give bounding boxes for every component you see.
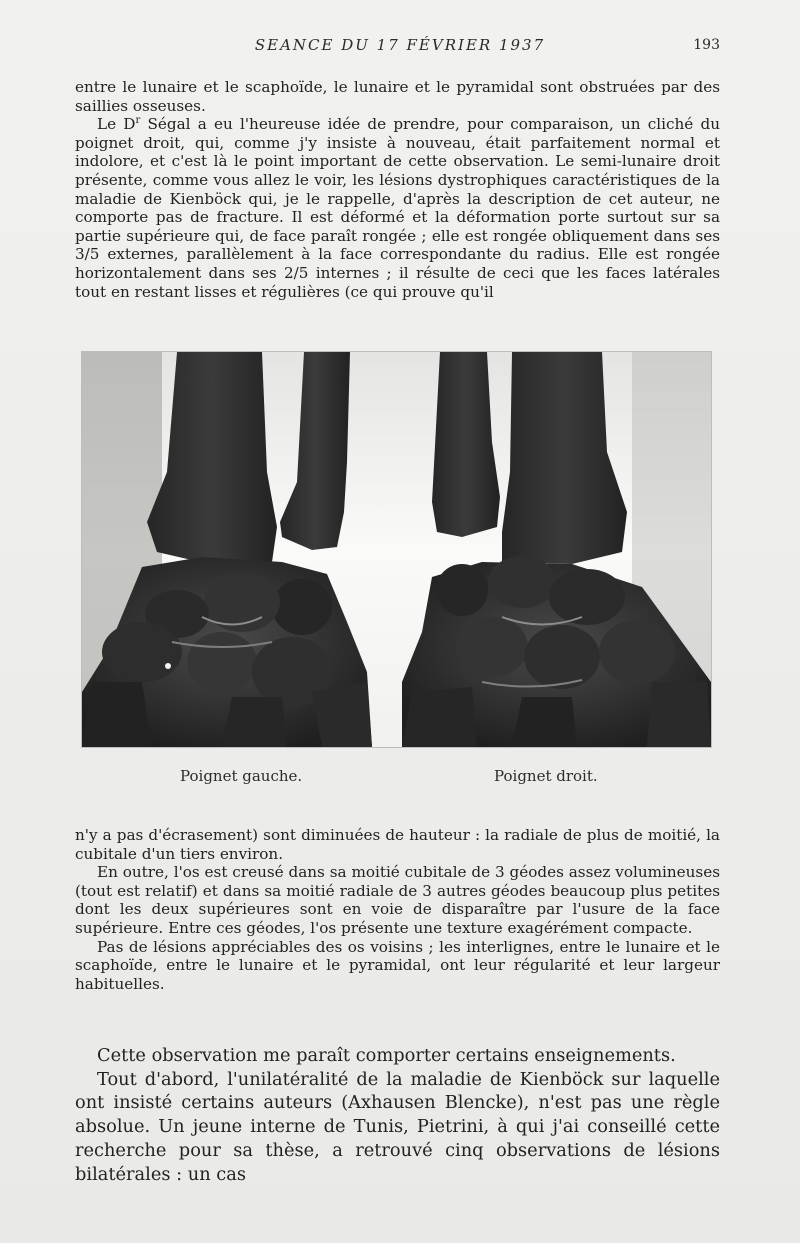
paragraph: Cette observation me paraît comporter certains enseignements. (97, 1045, 676, 1066)
page-number: 193 (693, 37, 720, 53)
text-run: Le D (97, 115, 136, 134)
paragraph: n'y a pas d'écrasement) sont diminuées de hauteur : la radiale de plus de moitié, la cubitale d'un tiers environ. (75, 826, 720, 863)
running-head (0, 36, 800, 58)
running-title: SEANCE DU 17 FÉVRIER 1937 (254, 36, 546, 54)
caption-left-wrist: Poignet gauche. (180, 767, 303, 785)
wrist-radiograph-figure (81, 351, 712, 748)
paragraph (75, 115, 720, 301)
body-text-top (75, 78, 720, 301)
caption-right-wrist: Poignet droit. (494, 767, 598, 785)
paragraph: entre le lunaire et le scaphoïde, le lunaire et le pyramidal sont obstruées par des saillies osseuses. (75, 78, 720, 115)
radiograph-image (82, 352, 711, 747)
paragraph: Pas de lésions appréciables des os voisins ; les interlignes, entre le lunaire et le scaphoïde, entre le lunaire et le pyramidal, ont leur régularité et leur largeur habituelles. (75, 937, 720, 993)
superscript: r (135, 115, 141, 127)
body-text-middle (75, 826, 720, 993)
text-run: Ségal a eu l'heureuse idée de prendre, pour comparaison, un cliché du poignet droit, qui, comme j'y insiste à nouveau, était parfaitement normal et indolore, et c'est là le point important de cette observation. Le semi-lunaire droit présente, comme vous allez le voir, les lésions dystrophiques caractéristiques de la maladie de Kienböck qui, je le rappelle, d'après la description de cet auteur, ne comporte pas de fracture. Il est déformé et la déformation porte surtout sur sa partie supérieure qui, de face paraît rongée ; elle est rongée obliquement dans ses 3/5 externes, parallèlement à la face correspondante du radius. Elle est rongée horizontalement dans ses 2/5 internes ; il résulte de ceci que les faces latérales tout en restant lisses et régulières (ce qui prouve qu'il (75, 115, 721, 301)
body-text-bottom (75, 1044, 720, 1186)
paragraph: En outre, l'os est creusé dans sa moitié cubitale de 3 géodes assez volumineuses (tout est relatif) et dans sa moitié radiale de 3 autres géodes beaucoup plus petites dont les deux supérieures sont en voie de disparaître par l'usure de la face supérieure. Entre ces géodes, l'os présente une texture exagérément compacte. (75, 863, 720, 937)
paragraph: Tout d'abord, l'unilatéralité de la maladie de Kienböck sur laquelle ont insisté certains auteurs (Axhausen Blencke), n'est pas une règle absolue. Un jeune interne de Tunis, Pietrini, à qui j'ai conseillé cette recherche pour sa thèse, a retrouvé cinq observations de lésions bilatérales : un cas (75, 1068, 720, 1185)
